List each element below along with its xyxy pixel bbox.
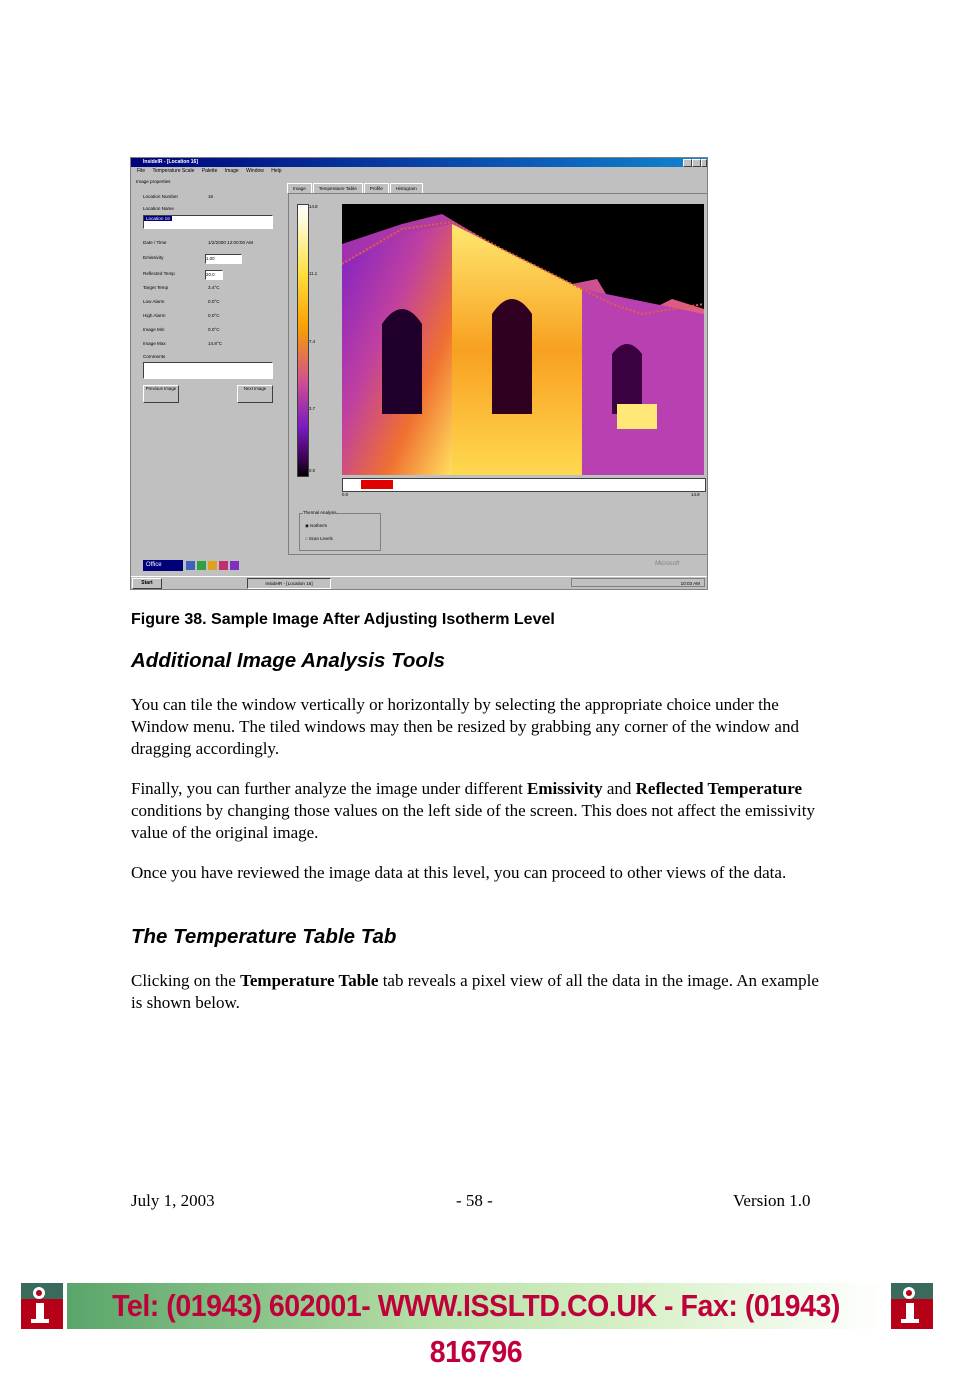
- scan-levels-radio[interactable]: ○ Scan Levels: [305, 536, 333, 541]
- field-label: Low Alarm: [143, 299, 165, 304]
- minimize-icon[interactable]: [683, 159, 692, 167]
- field-label: Image Max: [143, 341, 166, 346]
- office-app-icon[interactable]: [208, 561, 217, 570]
- system-tray: [571, 578, 705, 587]
- field-value: 0.0°C: [208, 327, 220, 332]
- isotherm-range-marker[interactable]: [361, 480, 393, 489]
- paragraph: You can tile the window vertically or horizontally by selecting the appropriate choice under the Window menu. The tiled windows may then be resized by grabbing any corner of the window and dragging accordingly.: [131, 695, 799, 758]
- field-value: 0.0°C: [208, 313, 220, 318]
- histogram-min: 0.0: [342, 492, 349, 497]
- scan-levels-label: Scan Levels: [308, 536, 333, 541]
- footer-date: July 1, 2003: [131, 1191, 215, 1210]
- paragraph: Once you have reviewed the image data at this level, you can proceed to other views of the data.: [131, 863, 787, 882]
- menu-file[interactable]: File: [137, 168, 146, 174]
- reflected-temp-value: 20.0: [206, 272, 215, 277]
- office-app-icon[interactable]: [197, 561, 206, 570]
- page-number: - 58 -: [456, 1191, 493, 1210]
- menu-window[interactable]: Window: [246, 168, 264, 174]
- text-run: Clicking on the: [131, 971, 241, 990]
- taskbar-item[interactable]: InsideIR - [Location 16]: [247, 578, 331, 589]
- comments-input[interactable]: [143, 362, 273, 379]
- section-heading: The Temperature Table Tab: [131, 925, 397, 948]
- menu-image[interactable]: Image: [224, 168, 239, 174]
- tab-histogram[interactable]: Histogram: [390, 183, 423, 193]
- emissivity-value: 1.00: [206, 256, 215, 261]
- scale-tick: 11.1: [309, 271, 318, 276]
- clock: 10:03 AM: [680, 581, 700, 586]
- scale-tick: 0.0: [309, 468, 316, 473]
- text-run: tab reveals a pixel view of all the data in the image. An example is shown below.: [131, 971, 819, 1012]
- field-label: Target Temp: [143, 285, 169, 290]
- tab-profile[interactable]: Profile: [364, 183, 389, 193]
- field-value: 3.4°C: [208, 285, 220, 290]
- emissivity-select[interactable]: [205, 254, 242, 264]
- contact-banner-text: Tel: (01943) 602001- WWW.ISSLTD.CO.UK - Fax: (01943) 816796: [112, 1288, 840, 1369]
- field-label: Location Number: [143, 194, 178, 199]
- info-logo-icon: [21, 1283, 63, 1329]
- text-run: conditions by changing those values on the left side of the screen. This does not affect the emissivity value of the original image.: [131, 801, 815, 842]
- previous-image-button[interactable]: Previous Image: [143, 385, 179, 403]
- tab-strip: [287, 183, 424, 193]
- paragraph: [131, 778, 826, 844]
- menu-bar: [131, 167, 707, 176]
- close-icon[interactable]: [701, 159, 707, 167]
- isotherm-slider[interactable]: [342, 478, 706, 492]
- temperature-scale-bar: [297, 204, 309, 477]
- window-title-bar: [131, 158, 707, 167]
- panel-title: Image properties: [136, 179, 171, 184]
- field-value: 16: [208, 194, 214, 199]
- image-properties-panel: [133, 178, 283, 556]
- field-label: Image Min: [143, 327, 165, 332]
- office-app-icon[interactable]: [230, 561, 239, 570]
- paragraph: [131, 970, 826, 1014]
- thermal-image-graphic: [342, 204, 704, 475]
- text-run: Finally, you can further analyze the image under different: [131, 779, 528, 798]
- thermal-analysis-label: Thermal Analysis: [303, 510, 337, 515]
- thermal-image[interactable]: [342, 204, 704, 475]
- emphasis-emissivity: Emissivity: [527, 779, 603, 798]
- reflected-temp-input[interactable]: [205, 270, 223, 280]
- isotherm-label: Isotherm: [310, 523, 328, 528]
- menu-temperature-scale[interactable]: Temperature Scale: [152, 168, 195, 174]
- figure-caption: Figure 38. Sample Image After Adjusting Isotherm Level: [131, 611, 555, 628]
- field-value: 14.8°C: [208, 341, 223, 346]
- next-image-button[interactable]: Next Image: [237, 385, 273, 403]
- emphasis-reflected-temperature: Reflected Temperature: [635, 779, 802, 798]
- thermal-analysis-group: [299, 510, 381, 551]
- office-app-icon[interactable]: [219, 561, 228, 570]
- start-button[interactable]: Start: [132, 578, 162, 589]
- office-toolbar: [131, 558, 707, 574]
- location-name-input[interactable]: [143, 215, 273, 229]
- field-label: High Alarm: [143, 313, 166, 318]
- taskbar: [131, 576, 707, 590]
- scale-tick: 3.7: [309, 406, 316, 411]
- field-label: Emissivity: [143, 255, 164, 260]
- footer-version: Version 1.0: [733, 1191, 811, 1210]
- field-value: 0.0°C: [208, 299, 220, 304]
- emphasis-temperature-table: Temperature Table: [240, 971, 379, 990]
- office-label[interactable]: Office: [143, 560, 183, 571]
- isotherm-radio[interactable]: ◉ Isotherm: [305, 523, 328, 528]
- field-value: 1/2/2000 12:00:00 AM: [208, 240, 253, 245]
- field-label: Location Name: [143, 206, 174, 211]
- section-heading: Additional Image Analysis Tools: [131, 649, 446, 672]
- brand-label: Microsoft: [655, 561, 680, 567]
- tab-image[interactable]: Image: [287, 183, 312, 193]
- info-logo-icon: [891, 1283, 933, 1329]
- comments-label: Comments: [143, 354, 166, 359]
- scale-tick: 14.8: [309, 204, 318, 209]
- field-label: Date / Time: [143, 240, 167, 245]
- scale-tick: 7.4: [309, 339, 316, 344]
- tab-temperature-table[interactable]: Temperature Table: [313, 183, 363, 193]
- histogram-max: 14.8: [691, 492, 700, 497]
- menu-help[interactable]: Help: [271, 168, 282, 174]
- field-label: Reflected Temp: [143, 271, 175, 276]
- office-app-icon[interactable]: [186, 561, 195, 570]
- maximize-icon[interactable]: [692, 159, 701, 167]
- menu-palette[interactable]: Palette: [201, 168, 218, 174]
- window-title: InsideIR - [Location 16]: [143, 159, 199, 165]
- text-run: and: [602, 779, 636, 798]
- location-name-value: Location 16: [146, 216, 170, 221]
- application-screenshot: [130, 157, 708, 590]
